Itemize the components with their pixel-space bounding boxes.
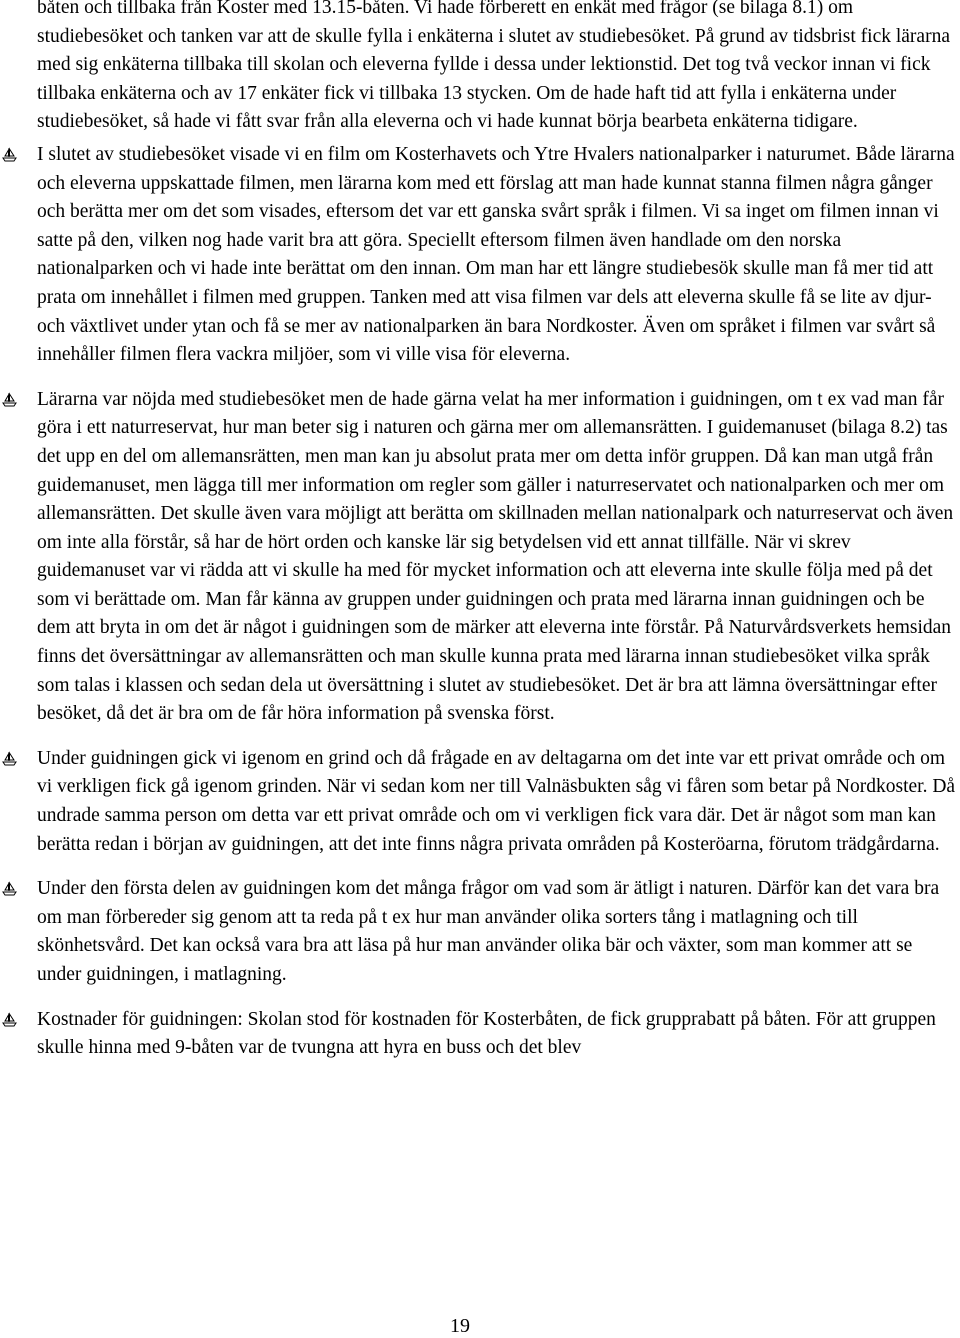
- paragraph-text: Under guidningen gick vi igenom en grind och då frågade en av deltagarna om det inte var ett privat område och om vi verkligen fick gå igenom grinden. När vi sedan kom ner till Valnäsbukten såg vi fåren som betar på Nordkoster. Då undrade samma person om detta var ett privat område och om vi verkligen fick vara där. Det är något som man kan berätta redan i början av guidningen, att det inte finns några privata områden på Kosteröarna, förutom trädgårdarna.: [37, 747, 956, 855]
- ship-icon: [2, 1012, 17, 1027]
- bullet-item-edible: [0, 875, 960, 989]
- paragraph-1: [0, 0, 960, 137]
- page-number: 19: [450, 1315, 470, 1337]
- ship-icon: [2, 392, 17, 407]
- bullet-item-gate: [0, 745, 960, 859]
- bullet-item-teachers: [0, 386, 960, 729]
- ship-icon: [2, 147, 17, 162]
- paragraph-text: Kostnader för guidningen: Skolan stod för kostnaden för Kosterbåten, de fick grupprabatt på båten. För att gruppen skulle hinna med 9-båten var de tvungna att hyra en buss och det blev: [37, 1008, 936, 1059]
- ship-icon: [2, 881, 17, 896]
- paragraph-text: I slutet av studiebesöket visade vi en film om Kosterhavets och Ytre Hvalers nationalparker i naturumet. Både lärarna och eleverna uppskattade filmen, men lärarna kom med ett förslag att man hade kunnat stanna filmen några gånger och berätta mer om det som visades, eftersom det var ett ganska svårt språk i filmen. Vi sa inget om filmen innan vi satte på den, vilken nog hade varit bra att göra. Speciellt eftersom filmen även handlade om den norska nationalparken och vi hade inte berättat om den innan. Om man har ett längre studiebesök skulle man få mer tid att prata om innehållet i filmen med gruppen. Tanken med att visa filmen var dels att eleverna skulle få se lite av djur- och växtlivet under ytan och få se mer av nationalparken än bara Nordkoster. Även om språket i filmen var svårt så innehåller filmen flera vackra miljöer, som vi ville visa för eleverna.: [37, 143, 955, 366]
- paragraph-text: Lärarna var nöjda med studiebesöket men de hade gärna velat ha mer information i guidningen, om t ex vad man får göra i ett naturreservat, hur man beter sig i naturen och gärna mer om allemansrätten. I guidemanuset (bilaga 8.2) tas det upp en del om allemansrätten, men man kan ju absolut prata mer om detta inför gruppen. Då kan man utgå från guidemanuset, men lägga till mer information om regler som gäller i naturreservatet och nationalparken och mer om allemansrätten. Det skulle även vara möjligt att berätta om skillnaden mellan nationalpark och naturreservat och även om inte alla förstår, så har de hört orden och kanske lär sig betydelsen vid ett annat tillfälle. När vi skrev guidemanuset var vi rädda att vi skulle ha med för mycket information och att eleverna inte skulle följa med på det som vi berättade om. Man får känna av gruppen under guidningen och prata med lärarna innan guidningen och be dem att bryta in om det är något i guidningen som de märker att eleverna inte förstår. På Naturvårdsverkets hemsidan finns det översättningar av allemansrätten och man skulle kunna prata med lärarna innan studiebesöket vilka språk som talas i klassen och sedan dela ut översättning i slutet av studiebesöket. Det är bra att lämna översättningar efter besöket, då det är bra om de får höra information på svenska först.: [37, 388, 954, 725]
- ship-icon: [2, 751, 17, 766]
- paragraph-text: Under den första delen av guidningen kom det många frågor om vad som är ätligt i naturen. Därför kan det vara bra om man förbereder sig genom att ta reda på t ex hur man använder olika sorters tång i matlagning och till skönhetsvård. Det kan också vara bra att läsa på hur man använder olika bär och växter, som man kommer att se under guidningen, i matlagning.: [37, 878, 940, 985]
- paragraph-text: båten och tillbaka från Koster med 13.15-båten. Vi hade förberett en enkät med frågor (se bilaga 8.1) om studiebesöket och tanken var att de skulle fylla i enkäterna i slutet av studiebesöket. På grund av tidsbrist fick lärarna med sig enkäterna tillbaka till skolan och eleverna fyllde i dessa under lektionstid. Det tog två veckor innan vi fick tillbaka enkäterna och av 17 enkäter fick vi tillbaka 13 stycken. Om de hade haft tid att fylla i enkäterna under studiebesöket, så hade vi fått svar från alla eleverna och vi hade kunnat börja bearbeta enkäterna tidigare.: [37, 0, 950, 133]
- bullet-item-film: [0, 141, 960, 370]
- bullet-item-costs: [0, 1006, 960, 1063]
